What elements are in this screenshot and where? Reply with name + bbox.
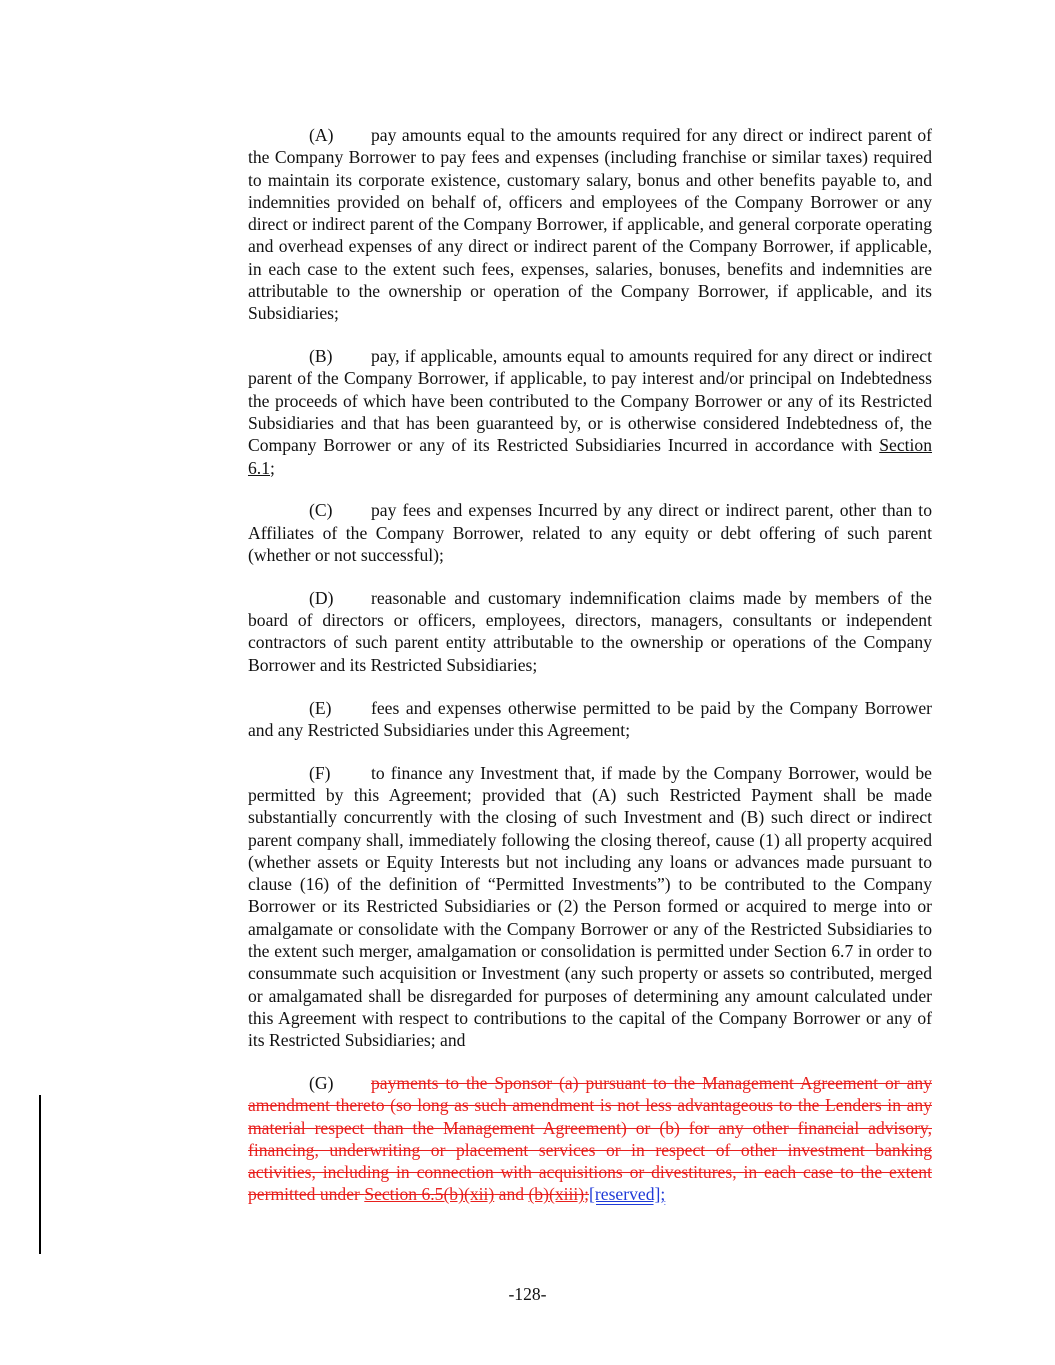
clause-label: (A): [309, 125, 334, 145]
clause-c: [248, 499, 932, 566]
deleted-text: and: [494, 1184, 529, 1205]
clause-text: reasonable and customary indemnification claims made by members of the board of directors or officers, employees, directors, managers, consultants or independent contractors of such parent entity attributable to the ownership or operations of the Company Borrower and its Restricted Subsidiaries;: [248, 587, 932, 675]
inserted-text: [reserved];: [589, 1184, 666, 1205]
revision-change-bar: [39, 1095, 41, 1254]
deleted-section-link[interactable]: Section 6.5(b)(xii): [364, 1184, 495, 1205]
clause-label: (B): [309, 346, 333, 367]
section-reference-link[interactable]: Section 6.1: [248, 435, 932, 478]
clause-d: [248, 587, 932, 676]
clause-f: [248, 762, 932, 1052]
deleted-text: payments to the Sponsor (a) pursuant to the Management Agreement or any amendment thereto (so long as such amendment is not less advantageous to the Lenders in any material respect than the Management Agreement) or (b) for any other financial advisory, financing, underwriting or placement services or in respect of other investment banking activities, including in connection with acquisitions or divestitures, in each case to the extent permitted under: [248, 1072, 932, 1205]
clause-text: fees and expenses otherwise permitted to be paid by the Company Borrower and any Restricted Subsidiaries under this Agreement;: [248, 697, 932, 740]
page-number: -128-: [508, 1284, 547, 1304]
deleted-text: ;: [584, 1184, 590, 1205]
document-body: [248, 124, 932, 1226]
clause-label: (G): [309, 1072, 334, 1093]
clause-label: (C): [309, 500, 333, 521]
clause-g: [248, 1072, 932, 1206]
deleted-section-link[interactable]: (b)(xiii): [528, 1184, 585, 1205]
clause-label: (E): [309, 697, 332, 718]
clause-text: to finance any Investment that, if made by the Company Borrower, would be permitted by this Agreement; provided that (A) such Restricted Payment shall be made substantially concurrently with the closing of such Investment and (B) such direct or indirect parent company shall, immediately following the closing thereof, cause (1) all property acquired (whether assets or Equity Interests but not including any loans or advances made pursuant to clause (16) of the definition of “Permitted Investments”) to be contributed to the Company Borrower or its Restricted Subsidiaries or (2) the Person formed or acquired to merge into or amalgamate or consolidate with the Company Borrower or any of the Restricted Subsidiaries to the extent such merger, amalgamation or consolidation is permitted under Section 6.7 in order to consummate such acquisition or Investment (any such property or assets so contributed, merged or amalgamated shall be disregarded for purposes of determining any amount calculated under this Agreement with respect to contributions to the capital of the Company Borrower or any of its Restricted Subsidiaries; and: [248, 762, 932, 1051]
clause-label: (F): [309, 762, 331, 783]
clause-label: (D): [309, 587, 334, 608]
clause-text: pay amounts equal to the amounts required for any direct or indirect parent of the Company Borrower to pay fees and expenses (including franchise or similar taxes) required to maintain its corporate existence, customary salary, bonus and other benefits payable to, and indemnities provided on behalf of, officers and employees of the Company Borrower or any direct or indirect parent of the Company Borrower, if applicable, and general corporate operating and overhead expenses of any direct or indirect parent of the Company Borrower, if applicable, in each case to the extent such fees, expenses, salaries, bonuses, benefits and indemnities are attributable to the ownership or operation of the Company Borrower, if applicable, and its Subsidiaries;: [248, 125, 932, 324]
clause-text-tail: ;: [270, 457, 275, 478]
clause-b: [248, 345, 932, 479]
clause-text: pay, if applicable, amounts equal to amounts required for any direct or indirect parent of the Company Borrower, if applicable, to pay interest and/or principal on Indebtedness the proceeds of which have been contributed to the Company Borrower or any of its Restricted Subsidiaries and that has been guaranteed by, or is otherwise considered Indebtedness of, the Company Borrower or any of its Restricted Subsidiaries Incurred in accordance with: [248, 346, 932, 456]
clause-e: [248, 697, 932, 742]
clause-a: [248, 124, 932, 325]
clause-text: pay fees and expenses Incurred by any direct or indirect parent, other than to Affiliates of the Company Borrower, related to any equity or debt offering of such parent (whether or not successful);: [248, 500, 932, 566]
